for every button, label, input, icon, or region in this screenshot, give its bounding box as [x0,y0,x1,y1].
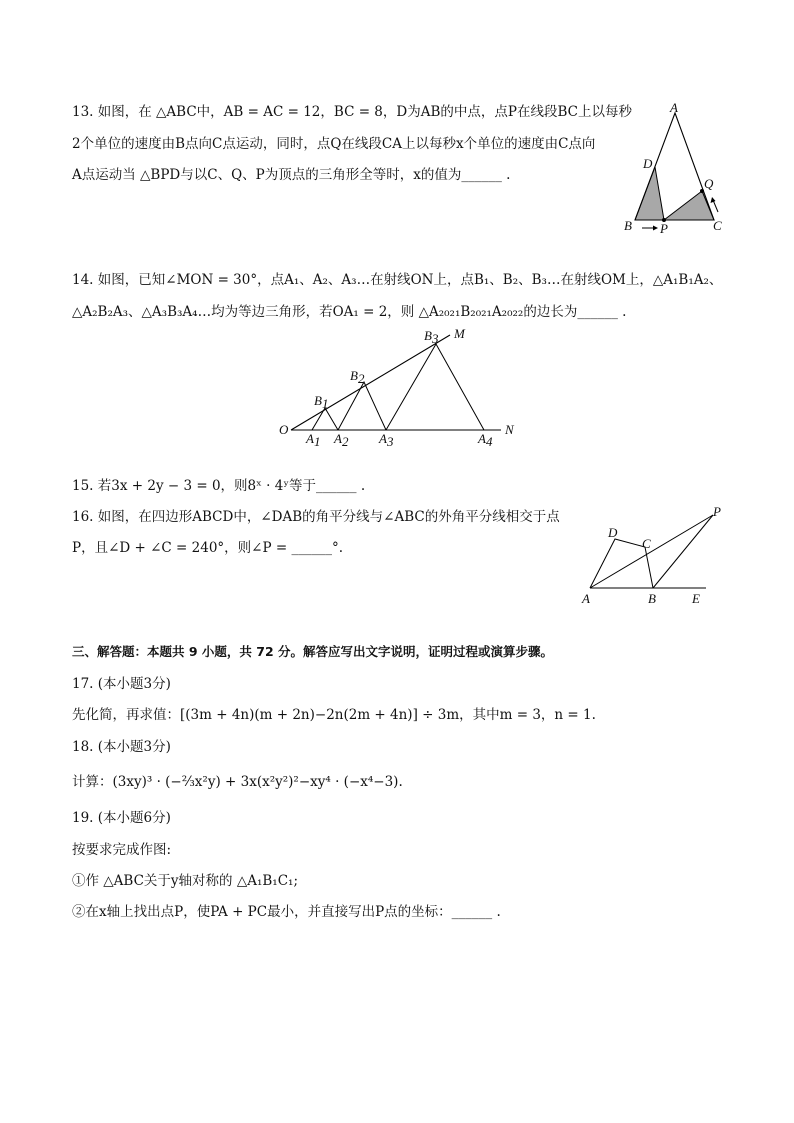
section3-heading: 三、解答题：本题共 9 小题，共 72 分。解答应写出文字说明，证明过程或演算步骤。 [72,644,554,659]
q16-label-p: P [713,504,721,519]
q15-line1: 15. 若3x + 2y − 3 = 0，则8ˣ · 4ʸ等于______ . [72,478,366,494]
q18-title: 18. (本小题3分) [72,739,171,755]
q13-arrow-cq [713,200,718,212]
q13-label-d: D [643,156,653,171]
q13-arrow-bp-head [653,226,658,231]
q14-triangle-2 [338,382,386,430]
q14-label-a1: A1 [306,431,321,449]
q14-ray-om [291,335,450,430]
q16-label-c: C [642,536,651,551]
q13-label-b: B [624,218,632,233]
q16-label-e: E [692,591,700,606]
q14-label-b3: B3 [424,328,439,346]
q13-line1: 13. 如图，在 △ABC中，AB = AC = 12，BC = 8，D为AB的中点，点P在线段BC上以每秒 [72,104,632,120]
q19-step2: ②在x轴上找出点P，使PA + PC最小，并直接写出P点的坐标：______ . [72,904,501,920]
q19-title: 19. (本小题6分) [72,810,171,826]
q14-triangle-1 [312,408,338,430]
q17-body: 先化简，再求值：[(3m + 4n)(m + 2n)−2n(2m + 4n)] ÷ 3m，其中m = 3，n = 1. [72,707,596,723]
q13-arrow-cq-head [711,197,716,203]
q14-label-a2: A2 [334,431,349,449]
q13-label-q: Q [704,176,714,191]
q14-line2: △A₂B₂A₃、△A₃B₃A₄…均为等边三角形，若OA₁ = 2，则 △A₂₀₂₁B₂₀₂₁A₂₀₂₂的边长为______ . [72,304,627,320]
q13-label-c: C [713,218,722,233]
q13-line3: A点运动当 △BPD与以C、Q、P为顶点的三角形全等时，x的值为______ . [72,167,511,183]
q14-label-b1: B1 [314,393,329,411]
q14-label-o: O [279,422,289,437]
q14-label-a3: A3 [379,431,394,449]
q14-label-a4: A4 [478,431,493,449]
q14-triangle-3 [386,344,484,430]
q13-triangle-figure [620,100,730,240]
q13-shaded-triangle-bpd [635,167,664,220]
q19-intro: 按要求完成作图: [72,842,172,858]
q16-line2: P，且∠D + ∠C = 240°，则∠P = ______°. [72,540,343,556]
q14-label-m: M [454,326,465,341]
q13-label-p: P [660,221,668,236]
q14-label-b2: B2 [350,368,365,386]
q16-line1: 16. 如图，在四边形ABCD中，∠DAB的角平分线与∠ABC的外角平分线相交于点 [72,509,560,525]
q16-label-d: D [608,525,618,540]
q13-line2: 2个单位的速度由B点向C点运动，同时，点Q在线段CA上以每秒x个单位的速度由C点向 [72,136,596,152]
q14-line1: 14. 如图，已知∠MON = 30°，点A₁、A₂、A₃…在射线ON上，点B₁、B₂、B₃…在射线OM上，△A₁B₁A₂、 [72,272,723,288]
q17-title: 17. (本小题3分) [72,676,171,692]
q13-shaded-triangle-cqp [664,191,714,220]
q19-step1: ①作 △ABC关于y轴对称的 △A₁B₁C₁; [72,873,299,889]
q13-label-a: A [670,100,678,115]
q14-equilateral-chain-figure [276,326,526,449]
q16-label-a: A [582,591,590,606]
q16-label-b: B [648,591,656,606]
q16-line-bp [653,515,713,588]
q16-quadrilateral-figure [578,502,728,608]
q18-body: 计算：(3xy)³ · (−⅔x²y) + 3x(x²y²)²−xy⁴ · (−x⁴−3). [72,774,403,790]
q14-label-n: N [505,422,514,437]
